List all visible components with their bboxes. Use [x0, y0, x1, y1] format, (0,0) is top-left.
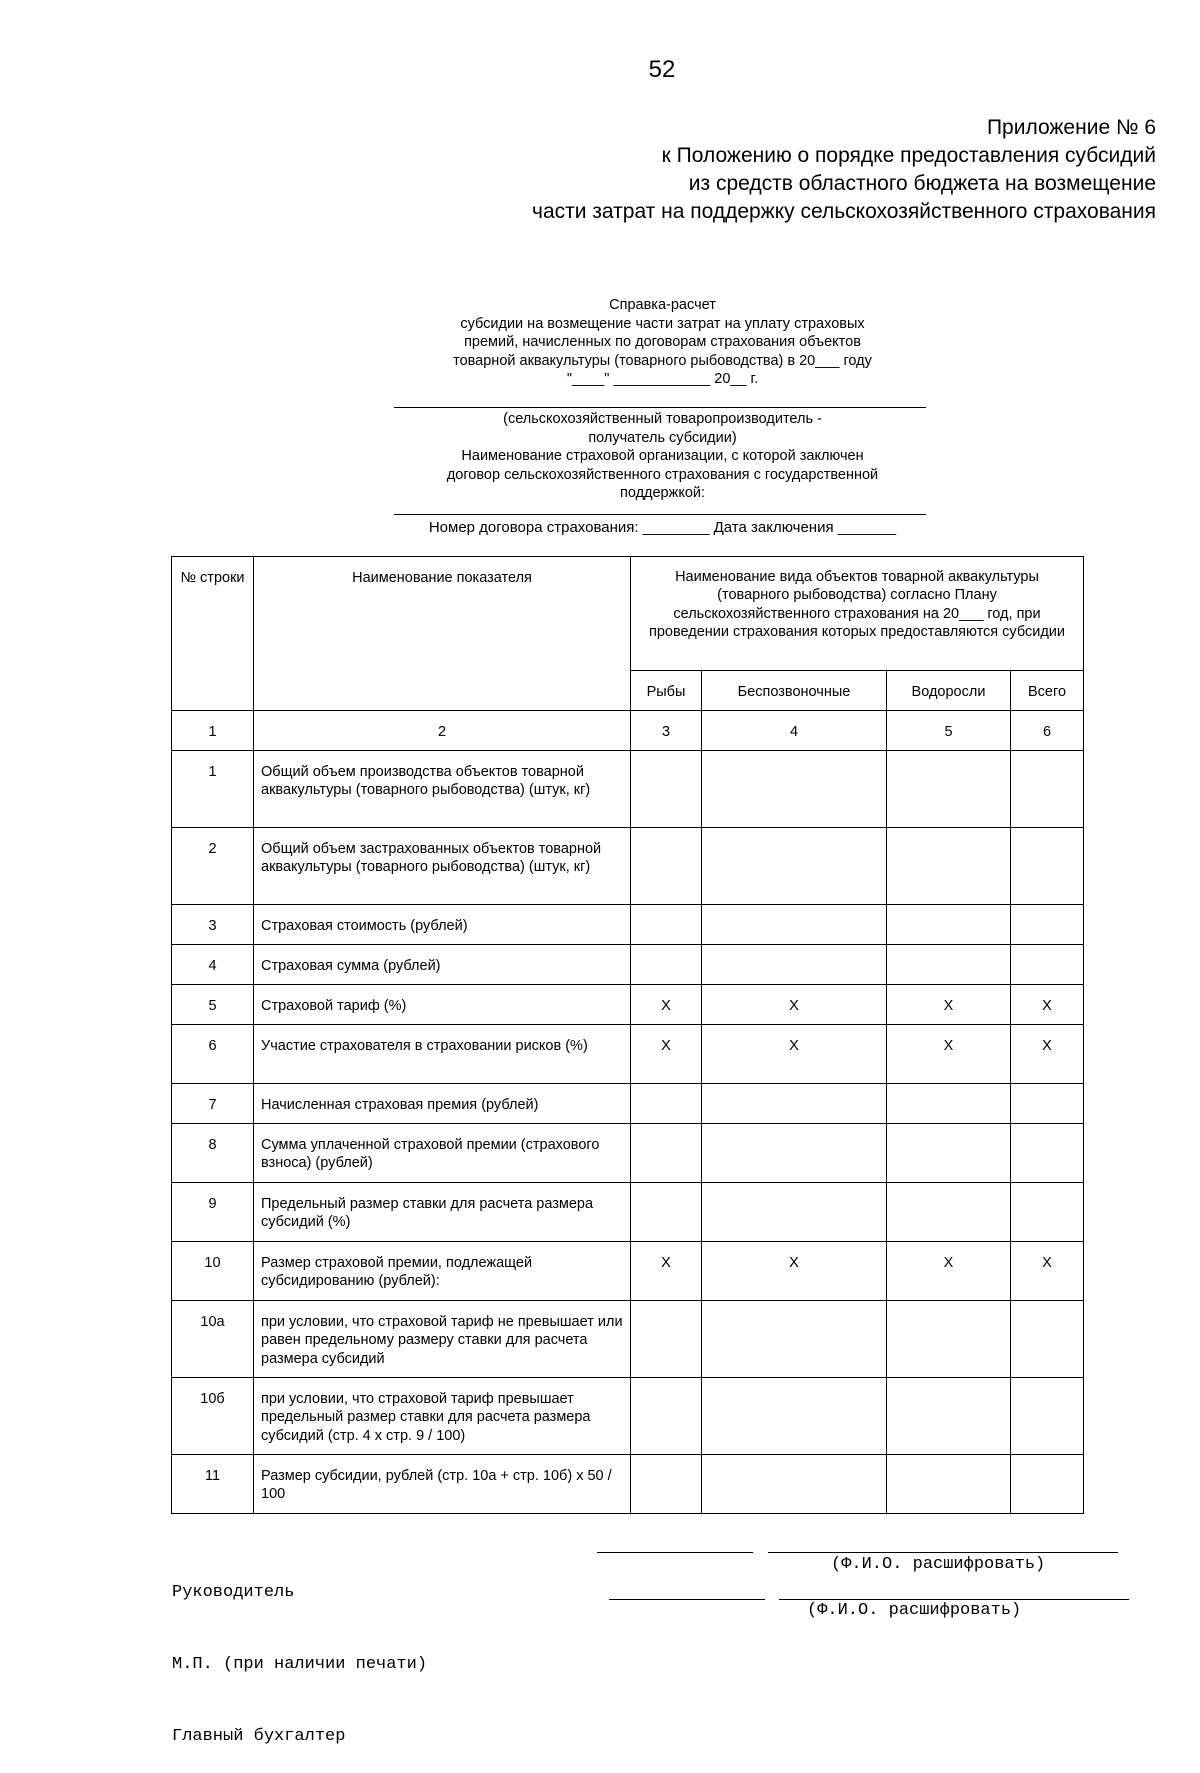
row-indicator-name: Предельный размер ставки для расчета размера субсидий (%) [254, 1183, 631, 1242]
row-indicator-name: Начисленная страховая премия (рублей) [254, 1084, 631, 1124]
document-title [390, 296, 935, 389]
table-row [172, 828, 1084, 905]
cell-algae [887, 1301, 1011, 1378]
row-indicator-name: Страховой тариф (%) [254, 985, 631, 1025]
row-number: 7 [172, 1084, 254, 1124]
row-indicator-name: Размер субсидии, рублей (стр. 10а + стр. 10б) x 50 / 100 [254, 1455, 631, 1514]
row-number: 3 [172, 905, 254, 945]
column-number: 2 [254, 711, 631, 751]
column-number: 1 [172, 711, 254, 751]
signature-block [172, 1533, 427, 1773]
accountant-name-line [779, 1599, 1129, 1600]
row-number: 6 [172, 1025, 254, 1084]
cell-fish [631, 1183, 702, 1242]
cell-algae [887, 905, 1011, 945]
cell-fish [631, 1378, 702, 1455]
row-number: 5 [172, 985, 254, 1025]
head-name-caption: (Ф.И.О. расшифровать) [831, 1555, 1046, 1574]
appendix-line: из средств областного бюджета на возмещение [688, 172, 1156, 195]
caption-line: (сельскохозяйственный товаропроизводитель - [503, 411, 822, 427]
row-number: 10б [172, 1378, 254, 1455]
accountant-label: Главный бухгалтер [172, 1727, 346, 1746]
header-row-number: № строки [172, 557, 254, 711]
cell-total: X [1011, 1025, 1084, 1084]
column-number: 3 [631, 711, 702, 751]
title-line: субсидии на возмещение части затрат на уплату страховых [460, 315, 865, 332]
cell-invertebrates: X [702, 985, 887, 1025]
cell-invertebrates [702, 828, 887, 905]
cell-fish [631, 828, 702, 905]
column-number: 6 [1011, 711, 1084, 751]
row-number: 11 [172, 1455, 254, 1514]
column-number: 5 [887, 711, 1011, 751]
cell-fish [631, 905, 702, 945]
page-number: 52 [648, 56, 676, 83]
cell-fish [631, 1455, 702, 1514]
table-row [172, 1455, 1084, 1514]
cell-invertebrates [702, 945, 887, 985]
table-row [172, 905, 1084, 945]
row-indicator-name: Участие страхователя в страховании рисков (%) [254, 1025, 631, 1084]
row-indicator-name: Сумма уплаченной страховой премии (страхового взноса) (рублей) [254, 1124, 631, 1183]
cell-total [1011, 1124, 1084, 1183]
cell-fish [631, 751, 702, 828]
row-indicator-name: Страховая стоимость (рублей) [254, 905, 631, 945]
header-algae: Водоросли [887, 671, 1011, 711]
cell-fish [631, 1301, 702, 1378]
row-number: 10а [172, 1301, 254, 1378]
cell-invertebrates [702, 751, 887, 828]
table-body [172, 751, 1084, 1514]
cell-invertebrates: X [702, 1025, 887, 1084]
row-indicator-name: Общий объем производства объектов товарной аквакультуры (товарного рыбоводства) (штук, кг) [254, 751, 631, 828]
header-fish: Рыбы [631, 671, 702, 711]
table-row [172, 1124, 1084, 1183]
cell-invertebrates [702, 1455, 887, 1514]
row-number: 9 [172, 1183, 254, 1242]
insurer-name-line [394, 514, 926, 515]
head-name-line [768, 1552, 1118, 1553]
cell-algae [887, 828, 1011, 905]
contract-number-line: Номер договора страхования: ________ Дата заключения _______ [428, 519, 897, 536]
table-row [172, 1301, 1084, 1378]
appendix-line: Приложение № 6 [986, 116, 1156, 139]
cell-fish: X [631, 985, 702, 1025]
cell-algae [887, 1124, 1011, 1183]
producer-name-line [394, 407, 926, 408]
cell-total: X [1011, 1242, 1084, 1301]
row-number: 4 [172, 945, 254, 985]
cell-invertebrates [702, 1378, 887, 1455]
table-row [172, 1242, 1084, 1301]
row-indicator-name: при условии, что страховой тариф превышает предельный размер ставки для расчета размера субсидий (стр. 4 x стр. 9 / 100) [254, 1378, 631, 1455]
cell-algae [887, 1183, 1011, 1242]
row-indicator-name: Размер страховой премии, подлежащей субсидированию (рублей): [254, 1242, 631, 1301]
cell-total [1011, 1301, 1084, 1378]
cell-algae [887, 945, 1011, 985]
cell-total [1011, 905, 1084, 945]
caption-line: договор сельскохозяйственного страхования с государственной [446, 466, 879, 483]
title-line: Справка-расчет [609, 297, 716, 313]
head-signature-line [597, 1552, 753, 1553]
title-line: премий, начисленных по договорам страхования объектов [464, 334, 861, 351]
table-row [172, 1183, 1084, 1242]
cell-algae: X [887, 1025, 1011, 1084]
column-number: 4 [702, 711, 887, 751]
cell-total [1011, 751, 1084, 828]
row-indicator-name: при условии, что страховой тариф не превышает или равен предельному размеру ставки для расчета размера субсидий [254, 1301, 631, 1378]
header-total: Всего [1011, 671, 1084, 711]
head-label: Руководитель [172, 1583, 295, 1602]
row-number: 10 [172, 1242, 254, 1301]
appendix-line: части затрат на поддержку сельскохозяйственного страхования [532, 200, 1156, 223]
accountant-name-caption: (Ф.И.О. расшифровать) [807, 1601, 1022, 1620]
cell-invertebrates [702, 905, 887, 945]
cell-fish: X [631, 1025, 702, 1084]
cell-fish [631, 1124, 702, 1183]
table-row [172, 985, 1084, 1025]
row-number: 8 [172, 1124, 254, 1183]
appendix-line: к Положению о порядке предоставления субсидий [661, 144, 1156, 167]
cell-algae [887, 1378, 1011, 1455]
calculation-table [171, 556, 1084, 1514]
title-date-line: "____" ____________ 20__ г. [566, 371, 759, 388]
caption-line: поддержкой: [619, 485, 706, 502]
cell-invertebrates [702, 1124, 887, 1183]
cell-algae: X [887, 1242, 1011, 1301]
header-invertebrates: Беспозвоночные [702, 671, 887, 711]
cell-invertebrates: X [702, 1242, 887, 1301]
table-row [172, 945, 1084, 985]
header-indicator: Наименование показателя [254, 557, 631, 711]
cell-algae [887, 1455, 1011, 1514]
title-line: товарной аквакультуры (товарного рыбоводства) в 20___ году [453, 352, 872, 369]
producer-caption [390, 410, 935, 503]
cell-total [1011, 1378, 1084, 1455]
cell-fish [631, 945, 702, 985]
cell-total [1011, 828, 1084, 905]
cell-total [1011, 1455, 1084, 1514]
caption-line: получатель субсидии) [588, 429, 737, 446]
cell-total [1011, 945, 1084, 985]
cell-fish: X [631, 1242, 702, 1301]
cell-algae [887, 1084, 1011, 1124]
cell-total [1011, 1183, 1084, 1242]
cell-invertebrates [702, 1183, 887, 1242]
accountant-signature-line [609, 1599, 765, 1600]
header-object-types: Наименование вида объектов товарной аквакультуры (товарного рыбоводства) согласно Плану сельскохозяйственного страхования на 20___ год, при проведении страхования которых предоставляются субсидии [631, 557, 1084, 671]
row-indicator-name: Страховая сумма (рублей) [254, 945, 631, 985]
stamp-label: М.П. (при наличии печати) [172, 1655, 428, 1674]
cell-invertebrates [702, 1301, 887, 1378]
cell-algae [887, 751, 1011, 828]
row-number: 1 [172, 751, 254, 828]
row-indicator-name: Общий объем застрахованных объектов товарной аквакультуры (товарного рыбоводства) (штук, кг) [254, 828, 631, 905]
caption-line: Наименование страховой организации, с которой заключен [461, 448, 864, 465]
cell-total [1011, 1084, 1084, 1124]
appendix-reference [532, 114, 1156, 226]
cell-total: X [1011, 985, 1084, 1025]
table-row [172, 751, 1084, 828]
table-row [172, 1084, 1084, 1124]
cell-algae: X [887, 985, 1011, 1025]
table-row [172, 1025, 1084, 1084]
table-row [172, 1378, 1084, 1455]
cell-invertebrates [702, 1084, 887, 1124]
cell-fish [631, 1084, 702, 1124]
row-number: 2 [172, 828, 254, 905]
